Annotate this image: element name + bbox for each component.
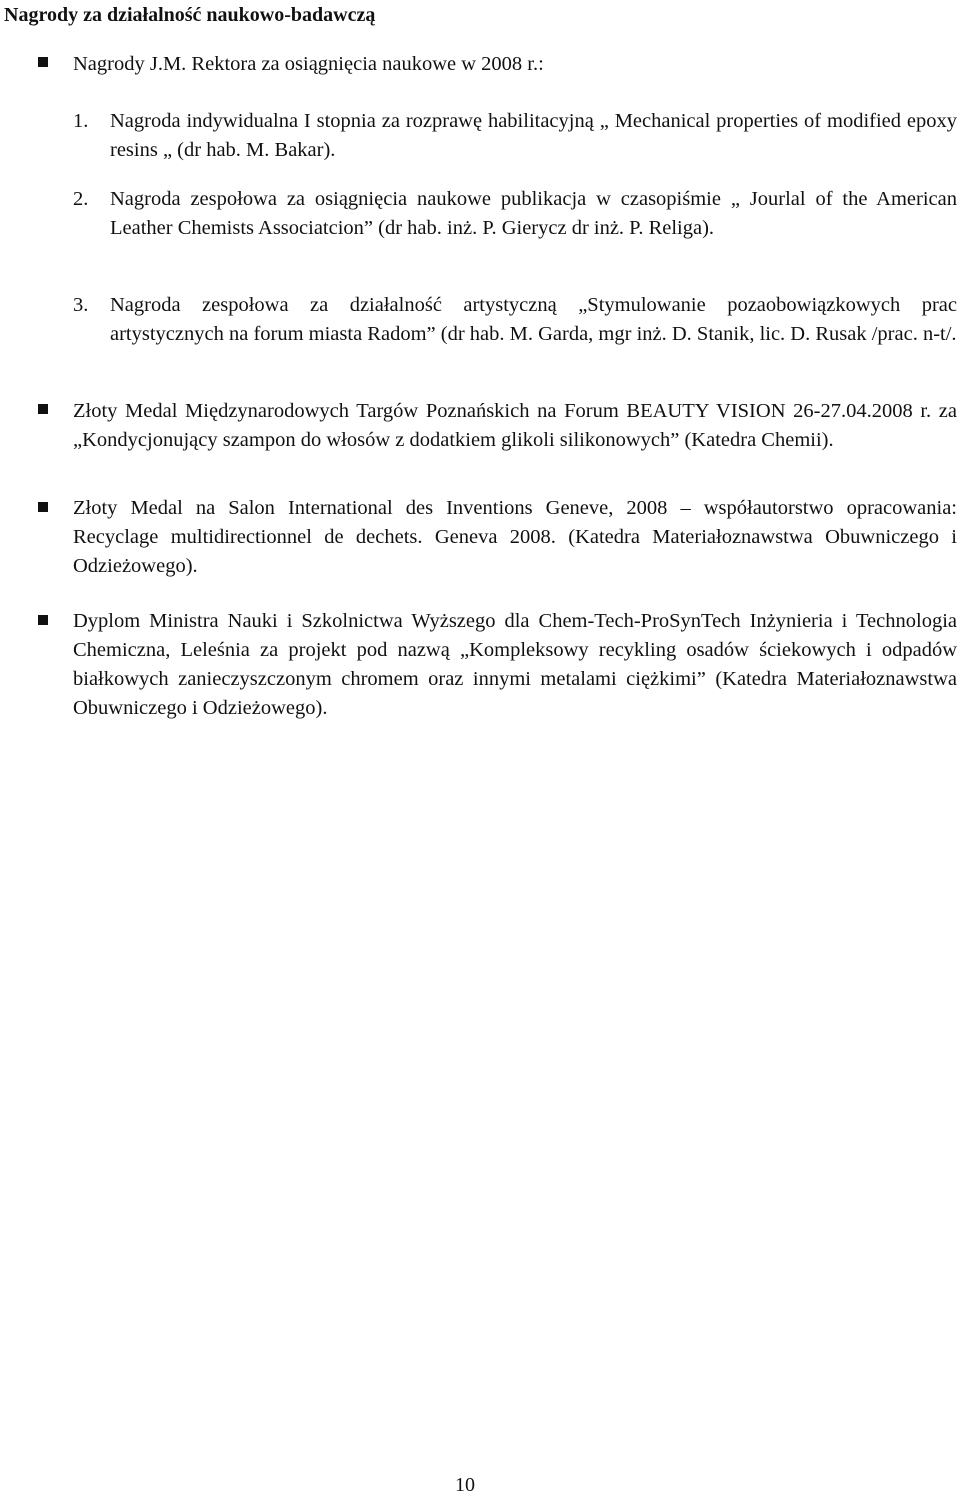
bullet-icon [38, 502, 48, 512]
list-item: Dyplom Ministra Nauki i Szkolnictwa Wyższego dla Chem-Tech-ProSynTech Inżynieria i Technologia Chemiczna, Leleśnia za projekt pod nazwą „Kompleksowy recykling osadów ściekowych i odpadów białkowych zanieczyszczonym chromem oraz innymi metalami ciężkimi” (Katedra Materiałoznawstwa Obuwniczego i Odzieżowego). [73, 610, 957, 719]
numbered-item [73, 185, 957, 243]
bullet-icon [38, 57, 48, 67]
item-number: 2. [73, 188, 89, 210]
list-item: Złoty Medal Międzynarodowych Targów Poznańskich na Forum BEAUTY VISION 26-27.04.2008 r. za „Kondycjonujący szampon do włosów z dodatkiem glikoli silikonowych” (Katedra Chemii). [73, 400, 957, 451]
page-number: 10 [455, 1474, 475, 1496]
item-number: 1. [73, 110, 89, 132]
numbered-item [73, 107, 957, 165]
bullet-icon [38, 615, 48, 625]
list-item: Nagrody J.M. Rektora za osiągnięcia naukowe w 2008 r.: [73, 53, 544, 75]
bullet-icon [38, 404, 48, 414]
section-heading: Nagrody za działalność naukowo-badawczą [4, 4, 376, 26]
item-text: Nagroda zespołowa za osiągnięcia naukowe publikacja w czasopiśmie „ Jourlal of the American Leather Chemists Associatcion” (dr hab. inż. P. Gierycz dr inż. P. Religa). [110, 188, 957, 239]
numbered-item [73, 291, 957, 349]
list-item: Złoty Medal na Salon International des Inventions Geneve, 2008 – współautorstwo opracowania: Recyclage multidirectionnel de dechets. Geneva 2008. (Katedra Materiałoznawstwa Obuwniczego i Odzieżowego). [73, 497, 957, 577]
item-text: Nagroda zespołowa za działalność artystyczną „Stymulowanie pozaobowiązkowych prac artystycznych na forum miasta Radom” (dr hab. M. Garda, mgr inż. D. Stanik, lic. D. Rusak /prac. n-t/. [110, 294, 957, 345]
item-text: Nagroda indywidualna I stopnia za rozprawę habilitacyjną „ Mechanical properties of modified epoxy resins „ (dr hab. M. Bakar). [110, 110, 957, 161]
item-number: 3. [73, 294, 89, 316]
